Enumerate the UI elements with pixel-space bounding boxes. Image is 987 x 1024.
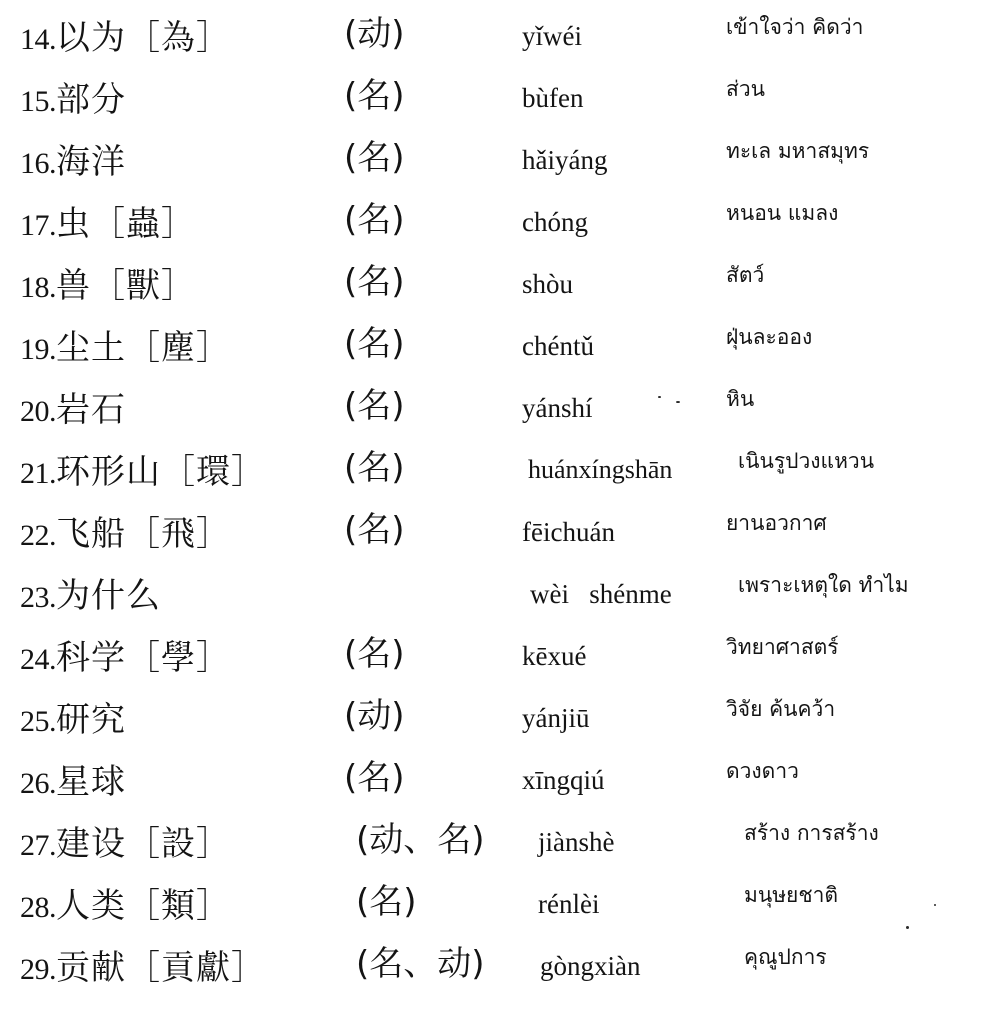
entry-number: 20. [20, 395, 56, 428]
entry-hanzi: 尘土［塵］ [56, 328, 231, 368]
entry-hanzi: 人类［類］ [56, 886, 231, 926]
entry-word [20, 202, 196, 248]
entry-word [20, 884, 231, 930]
entry-hanzi: 虫［蟲］ [56, 204, 196, 244]
entry-part-of-speech: (名) [344, 386, 405, 426]
entry-word [20, 450, 266, 496]
entry-hanzi: 研究 [56, 700, 126, 740]
entry-pinyin: chéntǔ [522, 331, 594, 361]
vocab-entry-25 [0, 692, 987, 748]
entry-pinyin: huánxíngshān [528, 455, 673, 484]
entry-pinyin: kēxué [522, 641, 587, 671]
entry-word [20, 264, 196, 310]
entry-hanzi: 为什么 [56, 576, 161, 616]
entry-hanzi: 环形山［環］ [56, 452, 266, 492]
entry-thai-meaning: สร้าง การสร้าง [744, 821, 879, 845]
entry-part-of-speech: (名) [344, 200, 405, 240]
scan-speck [658, 396, 661, 398]
entry-thai-meaning: หิน [726, 387, 755, 411]
vocab-entry-16 [0, 134, 987, 190]
entry-number: 17. [20, 209, 56, 242]
scan-speck [906, 926, 909, 929]
entry-thai-meaning: หนอน แมลง [726, 201, 839, 225]
scan-speck [676, 401, 680, 403]
entry-thai-meaning: คุณูปการ [744, 945, 827, 969]
entry-number: 18. [20, 271, 56, 304]
entry-word [20, 140, 126, 186]
vocab-entry-18 [0, 258, 987, 314]
entry-part-of-speech: (动) [344, 696, 405, 736]
entry-number: 19. [20, 333, 56, 366]
entry-hanzi: 飞船［飛］ [56, 514, 231, 554]
entry-part-of-speech: (名) [344, 448, 405, 488]
vocab-entry-28 [0, 878, 987, 934]
entry-thai-meaning: ยานอวกาศ [726, 511, 827, 535]
vocab-entry-27 [0, 816, 987, 872]
entry-part-of-speech: (名) [344, 76, 405, 116]
entry-part-of-speech: (名) [344, 634, 405, 674]
entry-pinyin: shòu [522, 269, 574, 299]
entry-hanzi: 星球 [56, 762, 126, 802]
entry-pinyin: xīngqiú [522, 765, 605, 795]
entry-word [20, 16, 231, 62]
entry-hanzi: 贡献［貢獻］ [56, 948, 266, 988]
entry-part-of-speech: (名) [344, 138, 405, 178]
entry-pinyin: bùfen [522, 83, 584, 113]
entry-part-of-speech: (名) [344, 262, 405, 302]
entry-thai-meaning: ดวงดาว [726, 759, 799, 783]
entry-pinyin: hǎiyáng [522, 145, 608, 175]
entry-thai-meaning: วิจัย ค้นคว้า [726, 697, 836, 721]
entry-hanzi: 科学［學］ [56, 638, 231, 678]
entry-number: 24. [20, 643, 56, 676]
entry-word [20, 822, 231, 868]
entry-pinyin: wèi shénme [530, 579, 672, 609]
entry-thai-meaning: เพราะเหตุใด ทำไม [738, 573, 909, 597]
vocab-entry-24 [0, 630, 987, 686]
entry-hanzi: 兽［獸］ [56, 266, 196, 306]
entry-pinyin: fēichuán [522, 517, 615, 547]
entry-hanzi: 以为［為］ [56, 18, 231, 58]
entry-part-of-speech: (名) [344, 324, 405, 364]
entry-word [20, 760, 126, 806]
entry-word [20, 512, 231, 558]
vocab-entry-21 [0, 444, 987, 500]
entry-thai-meaning: เนินรูปวงแหวน [738, 449, 875, 473]
entry-part-of-speech: (名) [356, 882, 417, 922]
entry-thai-meaning: ทะเล มหาสมุทร [726, 139, 870, 163]
entry-hanzi: 岩石 [56, 390, 126, 430]
vocab-entry-14 [0, 10, 987, 66]
entry-pinyin: yǐwéi [522, 21, 582, 51]
entry-word [20, 78, 126, 124]
entry-number: 25. [20, 705, 56, 738]
entry-part-of-speech: (动) [344, 14, 405, 54]
entry-part-of-speech: (名) [344, 510, 405, 550]
entry-word [20, 388, 126, 434]
vocab-entry-15 [0, 72, 987, 128]
entry-part-of-speech: (动、名) [356, 820, 485, 860]
vocab-entry-20 [0, 382, 987, 438]
entry-number: 26. [20, 767, 56, 800]
entry-part-of-speech: (名、动) [356, 944, 485, 984]
entry-number: 28. [20, 891, 56, 924]
entry-number: 16. [20, 147, 56, 180]
entry-pinyin: rénlèi [538, 889, 600, 919]
entry-thai-meaning: เข้าใจว่า คิดว่า [726, 15, 864, 39]
entry-thai-meaning: สัตว์ [726, 263, 765, 287]
entry-number: 22. [20, 519, 56, 552]
entry-pinyin: chóng [522, 207, 588, 237]
vocab-entry-29 [0, 940, 987, 996]
entry-pinyin: gòngxiàn [540, 951, 641, 981]
entry-hanzi: 建设［設］ [56, 824, 231, 864]
entry-pinyin: yánjiū [522, 703, 590, 733]
entry-word [20, 946, 266, 992]
entry-pinyin: jiànshè [538, 827, 615, 857]
entry-thai-meaning: ส่วน [726, 77, 765, 101]
entry-part-of-speech: (名) [344, 758, 405, 798]
entry-number: 21. [20, 457, 56, 490]
entry-word [20, 698, 126, 744]
entry-hanzi: 海洋 [56, 142, 126, 182]
vocab-entry-19 [0, 320, 987, 376]
entry-word [20, 636, 231, 682]
entry-word [20, 326, 231, 372]
entry-number: 15. [20, 85, 56, 118]
entry-thai-meaning: วิทยาศาสตร์ [726, 635, 839, 659]
scan-speck [934, 904, 936, 906]
entry-pinyin: yánshí [522, 393, 593, 423]
entry-number: 27. [20, 829, 56, 862]
vocab-entry-17 [0, 196, 987, 252]
entry-number: 29. [20, 953, 56, 986]
entry-thai-meaning: มนุษยชาติ [744, 883, 839, 907]
vocab-entry-23 [0, 568, 987, 624]
entry-thai-meaning: ฝุ่นละออง [726, 325, 813, 349]
entry-hanzi: 部分 [56, 80, 126, 120]
entry-number: 23. [20, 581, 56, 614]
vocab-entry-26 [0, 754, 987, 810]
vocab-entry-22 [0, 506, 987, 562]
entry-number: 14. [20, 23, 56, 56]
entry-word [20, 574, 161, 620]
